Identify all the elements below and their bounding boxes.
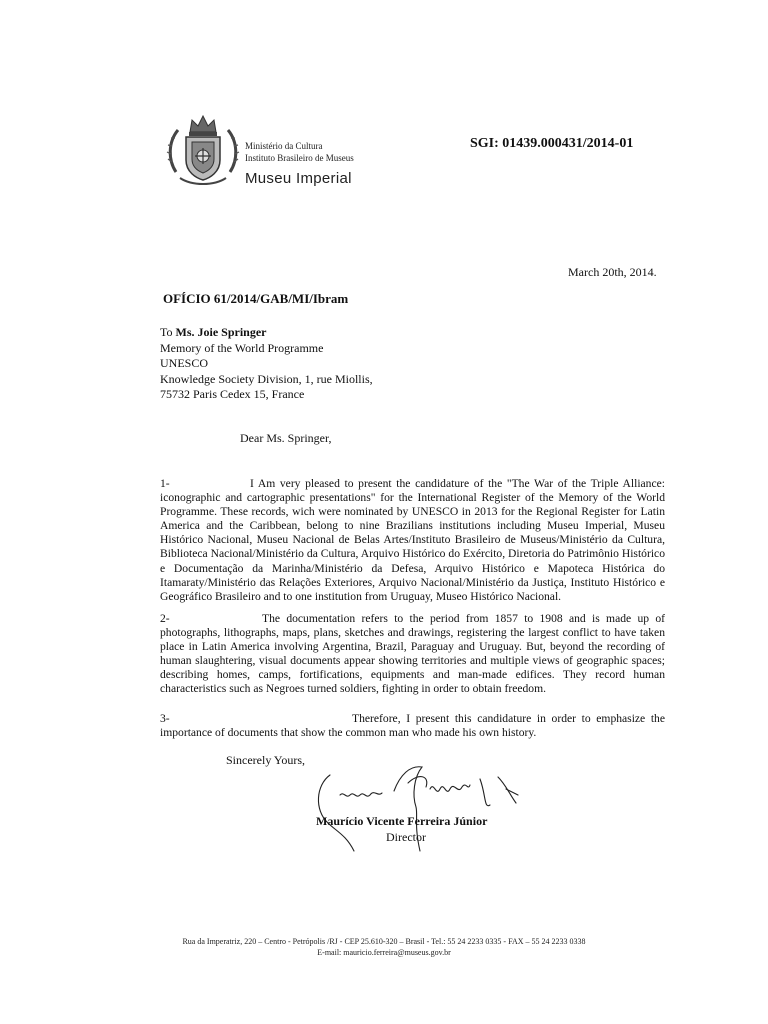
reference-number: SGI: 01439.000431/2014-01 — [470, 136, 634, 151]
ministry-line-1: Ministério da Cultura — [245, 141, 323, 151]
address-line: UNESCO — [160, 356, 209, 371]
museum-name: Museu Imperial — [245, 170, 352, 187]
paragraph-number: 1- — [160, 477, 170, 490]
address-line: Knowledge Society Division, 1, rue Miollis, — [160, 371, 373, 386]
letterhead-ministry — [245, 140, 354, 164]
recipient-prefix: To — [160, 325, 173, 339]
oficio-number: OFÍCIO 61/2014/GAB/MI/Ibram — [163, 291, 349, 306]
recipient-address — [160, 325, 373, 403]
closing: Sincerely Yours, — [226, 753, 306, 767]
signatory-title: Director — [386, 830, 426, 844]
footer-email: E-mail: mauricio.ferreira@museus.gov.br — [317, 948, 451, 957]
letter-date: March 20th, 2014. — [568, 265, 657, 279]
footer — [100, 936, 668, 958]
signatory-name: Maurício Vicente Ferreira Júnior — [316, 814, 488, 828]
paragraph-number: 2- — [160, 612, 170, 625]
paragraph-text: Therefore, I present this candidature in order to emphasize the importance of documents that show the common man who made his own history. — [160, 712, 665, 740]
body-paragraph-1 — [160, 477, 665, 604]
body-paragraph-2 — [160, 612, 665, 697]
coat-of-arms-icon — [166, 112, 240, 188]
address-line: Memory of the World Programme — [160, 340, 324, 355]
footer-address: Rua da Imperatriz, 220 – Centro - Petrópolis /RJ - CEP 25.610-320 – Brasil - Tel.: 55 24 2233 0335 - FAX – 55 24 2233 0338 — [182, 937, 586, 946]
paragraph-text: I Am very pleased to present the candidature of the "The War of the Triple Alliance: iconographic and cartographic presentations" for the International Register of the Memory of the World Programme. These records, wich were nominated by UNESCO in 2013 for the Regional Register for Latin America and the Caribbean, belong to nine Brazilians institutions including Museu Imperial, Museu Histórico Nacional, Museu Nacional de Belas Artes/Instituto Brasileiro de Museus/Ministério da Cultura, Biblioteca Nacional/Ministério da Cultura, Arquivo Histórico do Exército, Diretoria do Patrimônio Histórico e Documentação da Marinha/Ministério da Defesa, Arquivo Histórico e Mapoteca Histórica do Itamaraty/Ministério das Relações Exteriores, Arquivo Nacional/Ministério da Justiça, Instituto Histórico e Geográfico Brasileiro and to one institution from Uruguay, Museo Histórico Nacional. — [160, 477, 665, 603]
recipient-name: Ms. Joie Springer — [175, 325, 267, 339]
ministry-line-2: Instituto Brasileiro de Museus — [245, 153, 354, 163]
recipient-name-line — [160, 325, 373, 341]
paragraph-text: The documentation refers to the period from 1857 to 1908 and is made up of photographs, lithographs, maps, plans, sketches and drawings, registering the largest conflict to have taken place in Latin America involving Argentina, Brazil, Paraguay and Uruguay. But, beyond the recording of human slaughtering, visual documents appear showing territories and multiple views of geographic spaces; describing homes, camps, fortifications, equipments and man-made edifices. They record human characteristics such as Negroes turned soldiers, fighting in order to obtain freedom. — [160, 612, 665, 696]
body-paragraph-3 — [160, 712, 665, 740]
address-line: 75732 Paris Cedex 15, France — [160, 387, 305, 402]
paragraph-number: 3- — [160, 712, 170, 725]
salutation: Dear Ms. Springer, — [240, 431, 332, 445]
